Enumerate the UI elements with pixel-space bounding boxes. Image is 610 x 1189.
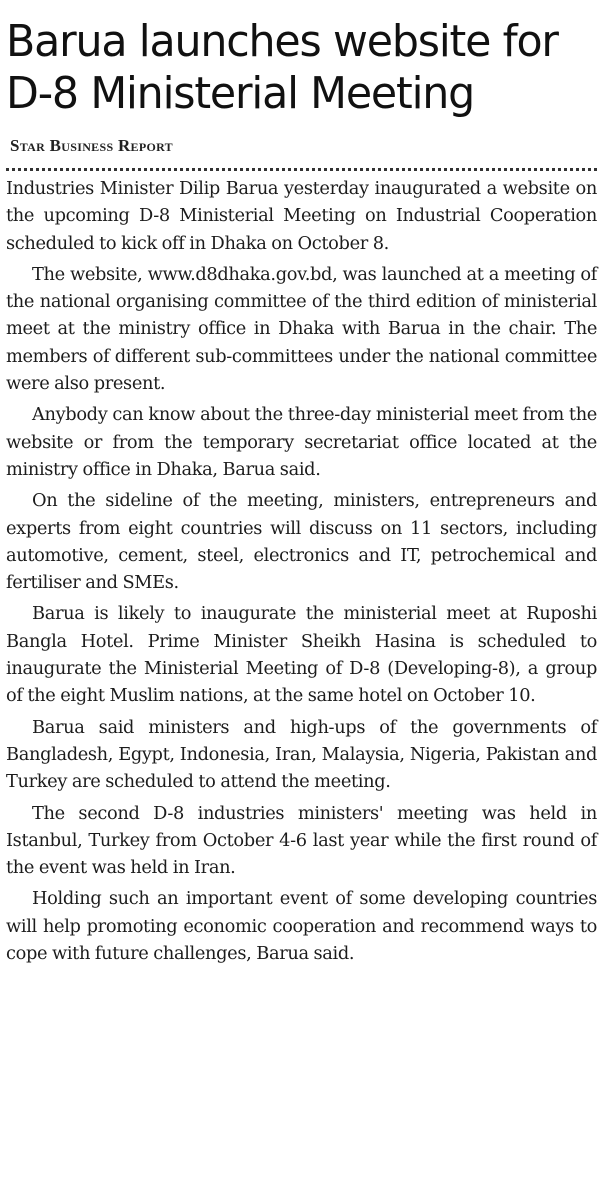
news-article [6,0,597,971]
article-paragraph: Barua is likely to inaugurate the ministerial meet at Ruposhi Bangla Hotel. Prime Minister Sheikh Hasina is scheduled to inaugurate the Ministerial Meeting of D-8 (Developing-8), a group of the eight Muslim nations, at the same hotel on October 10. [6,603,597,707]
article-paragraph: Barua said ministers and high-ups of the governments of Bangladesh, Egypt, Indonesia, Iran, Malaysia, Nigeria, Pakistan and Turkey are scheduled to attend the meeting. [6,716,597,793]
article-paragraph: Industries Minister Dilip Barua yesterday inaugurated a website on the upcoming D-8 Ministerial Meeting on Industrial Cooperation scheduled to kick off in Dhaka on October 8. [6,178,597,254]
article-byline: Star Business Report [10,136,173,155]
article-paragraph: Holding such an important event of some developing countries will help promoting economic cooperation and recommend ways to cope with future challenges, Barua said. [6,888,597,965]
article-paragraph: The second D-8 industries ministers' meeting was held in Istanbul, Turkey from October 4-6 last year while the first round of the event was held in Iran. [6,802,597,879]
dotted-divider [6,168,597,171]
article-paragraph: On the sideline of the meeting, ministers, entrepreneurs and experts from eight countries will discuss on 11 sectors, including automotive, cement, steel, electronics and IT, petrochemical and fertiliser and SMEs. [6,490,597,594]
article-headline: Barua launches website for D-8 Ministerial Meeting [6,16,558,119]
article-body [6,175,597,967]
article-paragraph: The website, www.d8dhaka.gov.bd, was launched at a meeting of the national organising committee of the third edition of ministerial meet at the ministry office in Dhaka with Barua in the chair. The members of different sub-committees under the national committee were also present. [6,263,597,395]
article-paragraph: Anybody can know about the three-day ministerial meet from the website or from the temporary secretariat office located at the ministry office in Dhaka, Barua said. [6,404,597,480]
